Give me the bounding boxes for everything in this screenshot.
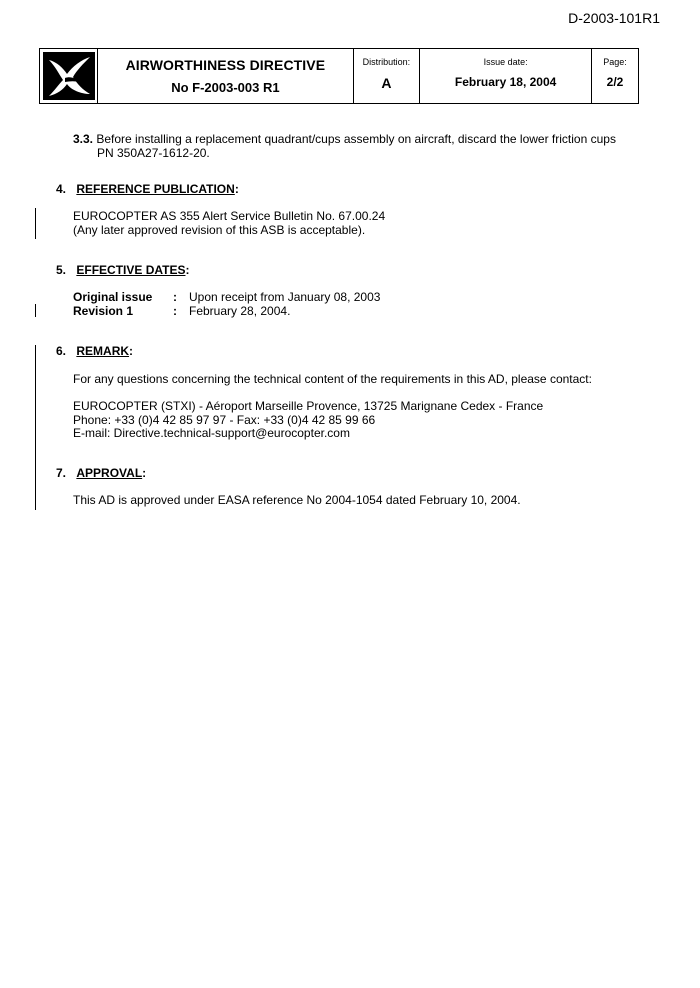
date-row (73, 291, 380, 305)
section-6-heading (56, 345, 133, 359)
date-row-value: Upon receipt from January 08, 2003 (189, 290, 381, 304)
section-heading: EFFECTIVE DATES (76, 263, 186, 277)
section-7-heading (56, 467, 146, 481)
distribution-cell (354, 49, 421, 103)
revision-bar (35, 345, 36, 510)
contact-email: E-mail: Directive.technical-support@eurocopter.com (73, 426, 350, 440)
section-number: 3.3. (73, 132, 94, 146)
heading-colon: : (142, 466, 147, 480)
section-number: 7. (56, 466, 67, 480)
section-3-3-line1: Before installing a replacement quadrant/cups assembly on aircraft, discard the lower friction cups (96, 132, 616, 146)
effective-dates-table (73, 291, 380, 318)
section-heading: REMARK (76, 344, 130, 358)
remark-intro: For any questions concerning the technical content of the requirements in this AD, please contact: (73, 372, 592, 386)
section-4-heading (56, 183, 239, 197)
contact-address: EUROCOPTER (STXI) - Aéroport Marseille Provence, 13725 Marignane Cedex - France (73, 399, 544, 413)
section-3-3 (73, 133, 628, 147)
date-row (73, 305, 380, 319)
distribution-value: A (381, 75, 392, 91)
revision-bar (35, 304, 36, 317)
issue-date-value: February 18, 2004 (454, 75, 557, 89)
directive-number: No F-2003-003 R1 (171, 80, 280, 96)
section-3-3-line2: PN 350A27-1612-20. (97, 146, 210, 160)
section-heading: APPROVAL (76, 466, 143, 480)
page-label: Page: (603, 57, 627, 67)
page-cell (592, 49, 638, 103)
reference-line1: EUROCOPTER AS 355 Alert Service Bulletin No. 67.00.24 (73, 209, 386, 223)
revision-bar (35, 208, 36, 239)
section-5-heading (56, 264, 189, 278)
section-4-body (73, 210, 385, 237)
date-row-key: Original issue (73, 290, 153, 304)
section-number: 6. (56, 344, 67, 358)
title-cell (98, 49, 353, 103)
directive-title: AIRWORTHINESS DIRECTIVE (125, 56, 326, 73)
contact-phone: Phone: +33 (0)4 42 85 97 97 - Fax: +33 (0)4 42 85 99 66 (73, 412, 376, 427)
authority-logo (43, 52, 95, 100)
distribution-label: Distribution: (362, 57, 411, 67)
reference-line2: (Any later approved revision of this ASB is acceptable). (73, 222, 366, 237)
heading-colon: : (129, 344, 134, 358)
date-row-key: Revision 1 (73, 303, 134, 318)
date-row-colon: : (173, 290, 177, 304)
issue-date-label: Issue date: (483, 57, 528, 67)
section-number: 4. (56, 182, 67, 196)
date-row-colon: : (173, 303, 177, 318)
section-heading: REFERENCE PUBLICATION (76, 182, 235, 196)
page-value: 2/2 (606, 75, 624, 89)
date-row-value: February 28, 2004. (189, 303, 291, 318)
contact-block (73, 400, 543, 441)
header-table (39, 48, 639, 104)
issue-date-cell (420, 49, 592, 103)
heading-colon: : (234, 182, 239, 196)
heading-colon: : (185, 263, 190, 277)
section-number: 5. (56, 263, 67, 277)
document-id: D-2003-101R1 (568, 10, 660, 26)
approval-text: This AD is approved under EASA reference No 2004-1054 dated February 10, 2004. (73, 493, 521, 507)
logo-cell (40, 49, 98, 103)
